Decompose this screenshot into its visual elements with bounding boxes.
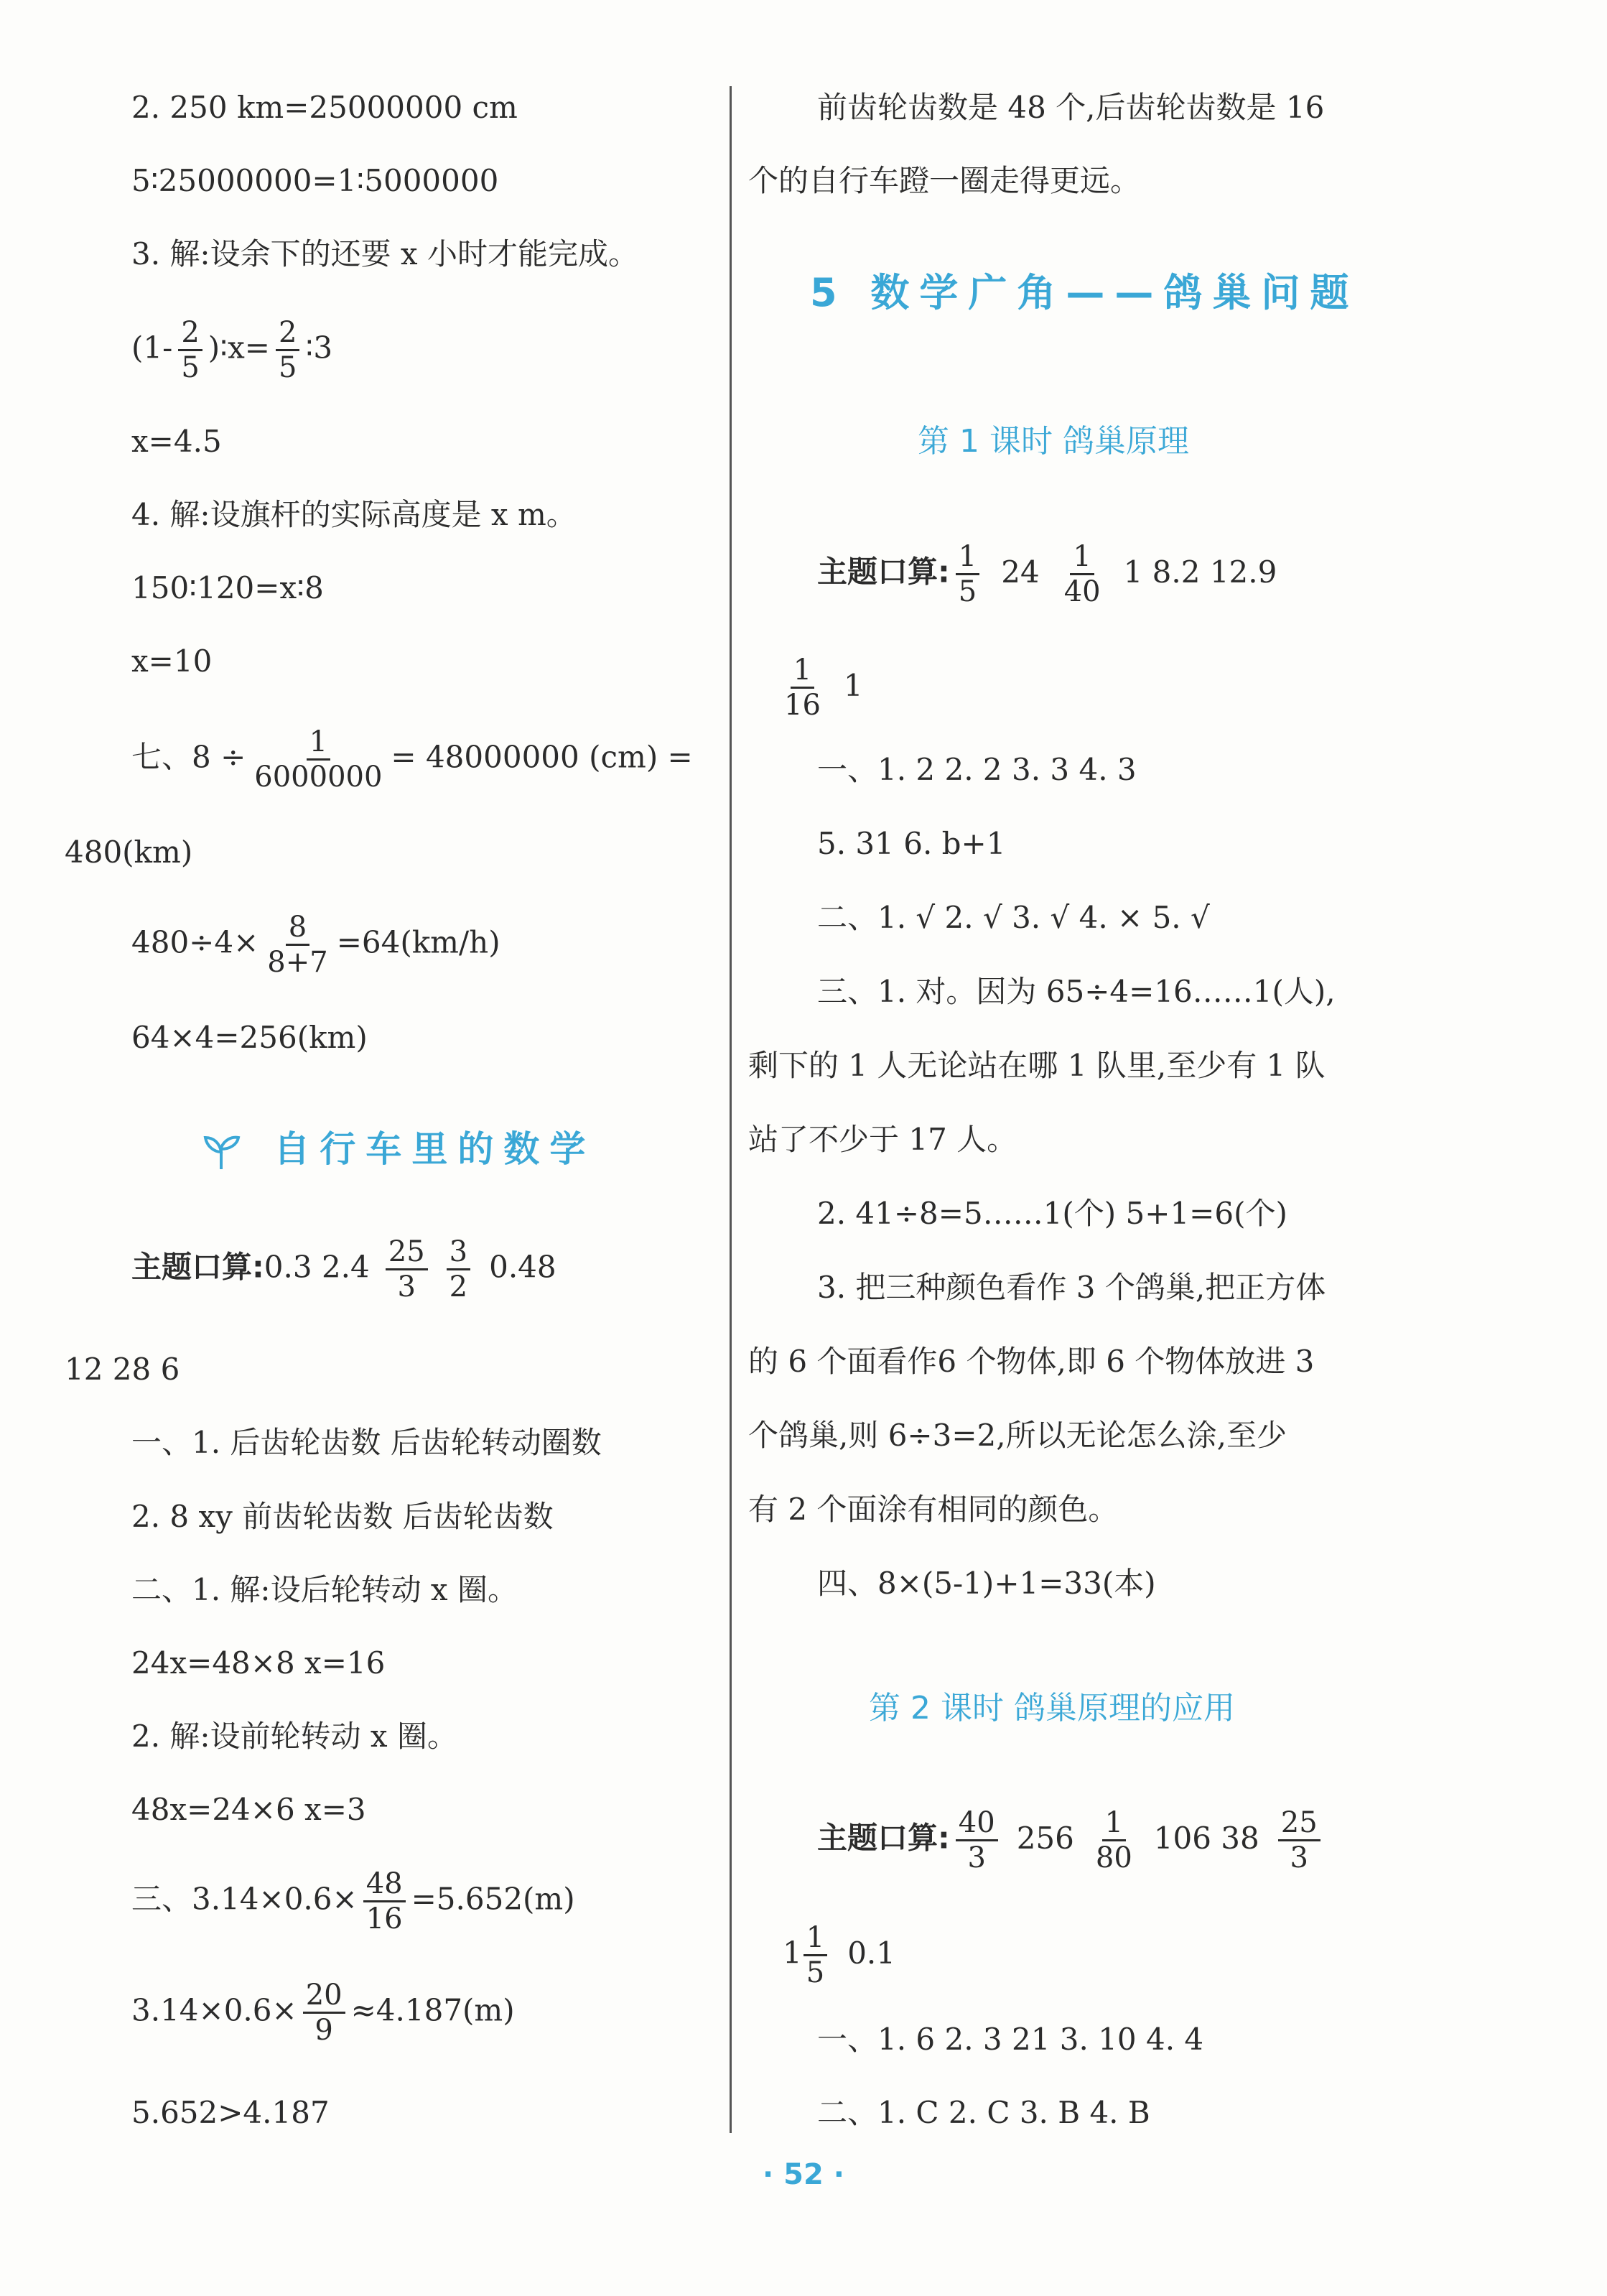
left-line-11 (131, 911, 500, 979)
right-line-20: 二、1. C 2. C 3. B 4. B (817, 2095, 1150, 2130)
denominator: 80 (1095, 1841, 1132, 1874)
numerator: 25 (1278, 1806, 1320, 1841)
left-line-18: 24x=48×8 x=16 (131, 1645, 386, 1681)
right-line-4 (775, 654, 863, 722)
right-line-11: 2. 41÷8=5……1(个) 5+1=6(个) (817, 1196, 1287, 1231)
left-line-10: 480(km) (65, 835, 193, 870)
left-line-23: 5.652>4.187 (131, 2095, 330, 2130)
numerator: 3 (447, 1235, 470, 1270)
right-line-2: 个的自行车蹬一圈走得更远。 (748, 163, 1141, 198)
left-line-20: 48x=24×6 x=3 (131, 1792, 366, 1827)
left-line-5: x=4.5 (131, 424, 222, 459)
denominator: 2 (449, 1270, 468, 1303)
formula-part: =5.652(m) (411, 1881, 575, 1917)
section-heading (201, 1120, 595, 1172)
left-line-15: 一、1. 后齿轮齿数 后齿轮转动圈数 (131, 1425, 602, 1460)
numerator: 48 (363, 1867, 406, 1902)
lesson-2-title: 第 2 课时 鸽巢原理的应用 (869, 1690, 1235, 1726)
page-number: · 52 · (763, 2158, 844, 2191)
denominator: 40 (1063, 575, 1101, 608)
right-line-3 (817, 540, 1277, 608)
left-line-13 (131, 1235, 556, 1303)
denominator: 16 (365, 1902, 403, 1935)
right-line-6: 5. 31 6. b+1 (817, 826, 1006, 861)
fraction (956, 540, 979, 608)
denominator: 6000000 (254, 761, 383, 794)
fraction (386, 1235, 428, 1303)
numerator: 25 (386, 1235, 428, 1270)
formula-part: )∶x= (208, 330, 270, 366)
denominator: 5 (181, 351, 200, 384)
fraction (264, 911, 330, 979)
numerator: 2 (178, 316, 202, 351)
left-line-19: 2. 解:设前轮转动 x 圈。 (131, 1719, 457, 1754)
numerator: 1 (1070, 540, 1094, 575)
left-line-3: 3. 解:设余下的还要 x 小时才能完成。 (131, 236, 638, 271)
fraction (1278, 1806, 1320, 1874)
numerator: 20 (303, 1979, 345, 2014)
fraction (1093, 1806, 1135, 1874)
formula-part: 256 (1016, 1820, 1074, 1856)
numerator: 1 (791, 654, 814, 689)
right-line-16: 四、8×(5-1)+1=33(本) (817, 1566, 1156, 1601)
right-line-13: 的 6 个面看作6 个物体,即 6 个物体放进 3 (748, 1344, 1315, 1379)
left-line-17: 二、1. 解:设后轮转动 x 圈。 (131, 1572, 518, 1607)
right-line-14: 个鸽巢,则 6÷3=2,所以无论怎么涂,至少 (748, 1418, 1287, 1453)
left-line-16: 2. 8 xy 前齿轮齿数 后齿轮齿数 (131, 1499, 554, 1534)
formula-part: (1- (131, 330, 173, 366)
left-line-2: 5∶25000000=1∶5000000 (131, 163, 499, 198)
fraction (276, 316, 299, 384)
column-divider (730, 86, 732, 2133)
denominator: 5 (806, 1956, 825, 1989)
numerator: 1 (1102, 1806, 1126, 1841)
formula-part: = 48000000 (cm) = (391, 739, 693, 775)
formula-part: ∶3 (305, 330, 333, 366)
right-line-19: 一、1. 6 2. 3 21 3. 10 4. 4 (817, 2022, 1204, 2057)
right-line-15: 有 2 个面涂有相同的颜色。 (748, 1492, 1119, 1527)
right-line-5: 一、1. 2 2. 2 3. 3 4. 3 (817, 752, 1137, 787)
oral-calc-label: 主题口算: (131, 1249, 264, 1285)
formula-part: 24 (1001, 554, 1040, 590)
denominator: 9 (315, 2014, 333, 2047)
fraction (251, 725, 385, 794)
left-line-9 (131, 725, 693, 794)
fraction (956, 1806, 998, 1874)
denominator: 3 (397, 1270, 416, 1303)
sprout-icon (201, 1132, 241, 1172)
left-line-4 (131, 316, 332, 384)
left-line-21 (131, 1867, 575, 1935)
left-line-8: x=10 (131, 643, 213, 679)
left-line-14: 12 28 6 (65, 1352, 180, 1387)
chapter-title: 5 数学广角——鸽巢问题 (810, 270, 1359, 315)
denominator: 8+7 (267, 946, 328, 979)
fraction (303, 1979, 345, 2047)
numerator: 2 (276, 316, 299, 351)
oral-calc-label: 主题口算: (817, 554, 950, 590)
formula-part: 1 (843, 667, 863, 703)
fraction (804, 1921, 827, 1989)
formula-part: 106 38 (1153, 1820, 1259, 1856)
numerator: 1 (956, 540, 979, 575)
numerator: 40 (956, 1806, 998, 1841)
formula-part: 1 8.2 12.9 (1123, 554, 1277, 590)
formula-part: 0.1 (847, 1935, 895, 1971)
right-line-18 (783, 1921, 895, 1989)
section-title: 自行车里的数学 (274, 1128, 596, 1170)
fraction (1061, 540, 1104, 608)
right-line-8: 三、1. 对。因为 65÷4=16……1(人), (817, 974, 1336, 1009)
oral-calc-label: 主题口算: (817, 1820, 950, 1856)
left-line-22 (131, 1979, 515, 2047)
numerator: 8 (286, 911, 309, 946)
numerator: 1 (804, 1921, 827, 1956)
formula-part: 0.3 2.4 (264, 1249, 370, 1285)
right-line-9: 剩下的 1 人无论站在哪 1 队里,至少有 1 队 (748, 1048, 1326, 1083)
numerator: 1 (307, 725, 330, 761)
formula-part: 0.48 (489, 1249, 556, 1285)
left-line-7: 150∶120=x∶8 (131, 570, 324, 605)
left-line-12: 64×4=256(km) (131, 1020, 368, 1055)
formula-part: 七、8 ÷ (131, 739, 246, 775)
left-line-6: 4. 解:设旗杆的实际高度是 x m。 (131, 497, 577, 532)
fraction (363, 1867, 406, 1935)
denominator: 16 (784, 689, 821, 722)
right-line-1: 前齿轮齿数是 48 个,后齿轮齿数是 16 (817, 90, 1325, 125)
denominator: 3 (1290, 1841, 1308, 1874)
denominator: 5 (278, 351, 297, 384)
fraction (178, 316, 202, 384)
formula-part: 480÷4× (131, 924, 259, 960)
right-line-10: 站了不少于 17 人。 (748, 1122, 1017, 1157)
left-line-1: 2. 250 km=25000000 cm (131, 90, 518, 125)
lesson-1-title: 第 1 课时 鸽巢原理 (918, 423, 1189, 460)
denominator: 5 (958, 575, 977, 608)
formula-part: 3.14×0.6× (131, 1992, 297, 2028)
formula-part: =64(km/h) (336, 924, 500, 960)
right-line-7: 二、1. √ 2. √ 3. √ 4. × 5. √ (817, 900, 1210, 935)
fraction (447, 1235, 470, 1303)
denominator: 3 (967, 1841, 986, 1874)
fraction (781, 654, 824, 722)
formula-part: ≈4.187(m) (350, 1992, 515, 2028)
mixed-number-whole: 1 (783, 1935, 802, 1971)
right-line-12: 3. 把三种颜色看作 3 个鸽巢,把正方体 (817, 1270, 1326, 1305)
right-line-17 (817, 1806, 1326, 1874)
formula-part: 三、3.14×0.6× (131, 1881, 358, 1917)
